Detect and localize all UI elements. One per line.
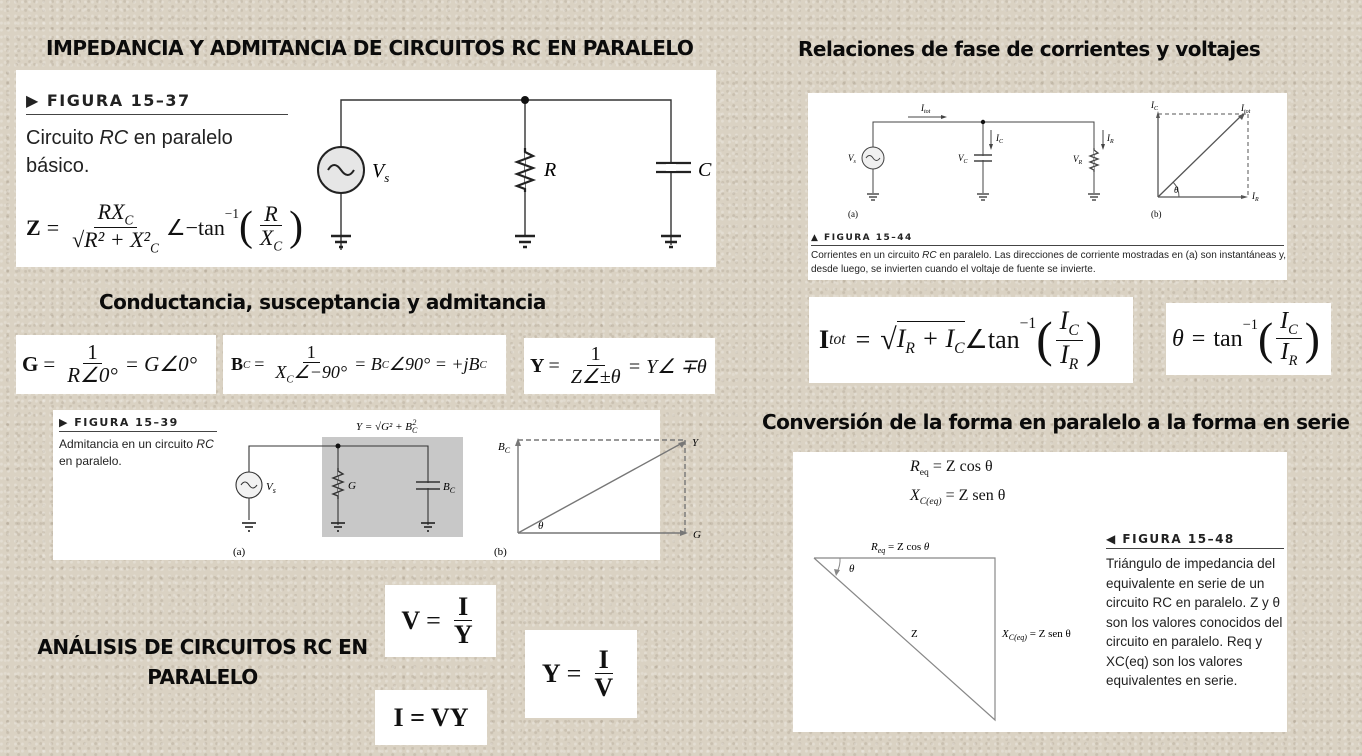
figure-caption: Corrientes en un circuito RC en paralelo. Las direcciones de corriente mostradas en (a) son instantáneas y, desde luego, se invierten cuando el voltaje de fuente se invierte.: [811, 250, 1287, 275]
svg-text:G: G: [693, 529, 701, 541]
susceptance-formula: B C = $\frac{1}{X_C\angle-90^\circ}$ = B C ∠90° = +jB C: [223, 335, 506, 394]
conductance-formula: G = $\frac{1}{R\angle 0^\circ}$ = G∠0°: [16, 335, 216, 394]
admittance-circuit-and-phasor: [218, 410, 701, 560]
admittance-formula: Y = $\frac{1}{Z\angle\pm\theta}$ = Y∠ ∓θ: [524, 338, 715, 394]
heading-impedance: IMPEDANCIA Y ADMITANCIA DE CIRCUITOS RC EN PARALELO: [46, 36, 694, 60]
svg-text:BC: $B_C$: [443, 481, 456, 495]
heading-admittance: Conductancia, susceptancia y admitancia: [99, 290, 546, 314]
svg-text:IR: $I_R$: [1252, 191, 1259, 203]
svg-text:G: G: [348, 480, 356, 492]
svg-text:VR: $V_R$: [1073, 154, 1083, 166]
capacitor-label: C: [698, 159, 712, 181]
svg-text:VC: $V_C$: [958, 153, 968, 165]
figure-15-48-panel: [793, 452, 1287, 732]
impedance-triangle: [793, 532, 1093, 732]
divider: [811, 245, 1284, 246]
source-label: $V_s$: [372, 160, 390, 185]
heading-analysis-line1: ANÁLISIS DE CIRCUITOS RC EN: [37, 635, 368, 659]
figure-label: ▲ FIGURA 15–44: [811, 233, 913, 243]
figure-label: ◀ FIGURA 15–48: [1106, 532, 1235, 546]
svg-text:IC: $I_C$: [1151, 100, 1159, 112]
svg-text:θ: θ: [538, 520, 544, 532]
figure-caption: Circuito RC en paralelo básico.: [26, 127, 233, 177]
rc-parallel-circuit: [306, 70, 716, 267]
svg-text:(a): (a): [233, 546, 246, 558]
figure-caption: Admitancia en un circuito RC en paralelo.: [59, 437, 214, 468]
svg-text:Req = Z cos θ: $R_{eq} = Z$ cos θ: [871, 541, 930, 555]
current-circuit-and-phasor: [808, 93, 1287, 228]
total-current-formula: I tot = √ $I_R + I_C$ ∠tan $^{-1}$ ( $\frac{I_C}{I_R}$ ): [809, 297, 1133, 383]
heading-analysis: [30, 632, 375, 692]
admittance-magnitude-formula: $Y = √G^2 + B_C2$: [356, 418, 418, 435]
current-formula: I = VY: [375, 690, 487, 745]
xceq-formula: $X_{C(eq)} = Z$ sen θ: [910, 487, 1006, 508]
phase-angle-formula: θ = tan $^{-1}$ ( $\frac{I_C}{I_R}$ ): [1166, 303, 1331, 375]
figure-15-39-panel: [53, 410, 701, 560]
figure-label: ▶ FIGURA 15–39: [59, 416, 179, 429]
heading-phase-relations: Relaciones de fase de corrientes y voltajes: [798, 37, 1261, 61]
divider: [1106, 548, 1284, 549]
admittance-ratio-formula: Y = $\frac{I}{V}$: [525, 630, 637, 718]
heading-conversion: Conversión de la forma en paralelo a la forma en serie: [762, 410, 1350, 434]
figure-15-37-panel: [16, 70, 716, 267]
figure-label: ▶ FIGURA 15–37: [26, 91, 191, 110]
svg-text:(a): (a): [848, 209, 858, 219]
svg-text:Z: Z: [911, 628, 918, 640]
heading-analysis-line2: PARALELO: [147, 665, 258, 689]
svg-text:IR: $I_R$: [1107, 133, 1114, 145]
svg-text:(b): (b): [494, 546, 507, 558]
resistor-label: R: [544, 159, 557, 181]
svg-text:XC(eq) = Z sen θ: $X_{C(eq)} = Z$ sen θ: [1002, 628, 1071, 642]
divider: [59, 431, 217, 432]
figure-15-44-panel: [808, 93, 1287, 280]
divider: [26, 114, 288, 115]
svg-text:IC: $I_C$: [996, 133, 1004, 145]
svg-text:θ: θ: [849, 563, 855, 575]
svg-text:BC: $B_C$: [498, 441, 511, 455]
figure-caption: Triángulo de impedancia del equivalente en serie de un circuito RC en paralelo. Z y θ son los valores conocidos del circuito en paralelo. Req y XC(eq) son los valores equivalentes en serie.: [1106, 556, 1283, 688]
svg-text:Vs: $V_s$: [266, 481, 276, 495]
svg-text:θ: θ: [1174, 185, 1179, 195]
impedance-formula: Z = $\frac{RX_C}{√R^2 + X^2_C}$ ∠−tan $^{-1}$ ( $\frac{R}{X_C}$ ): [26, 199, 304, 256]
svg-text:Itot: $I_{tot}$: [1241, 103, 1251, 115]
voltage-formula: V = $\frac{I}{Y}$: [385, 585, 496, 657]
svg-text:Y: Y: [692, 437, 699, 449]
svg-text:(b): (b): [1151, 209, 1162, 219]
req-formula: $R_{eq} = Z$ cos θ: [910, 458, 993, 479]
svg-text:Vs: $V_s$: [848, 153, 856, 165]
svg-text:Itot: $I_{tot}$: [921, 103, 931, 115]
